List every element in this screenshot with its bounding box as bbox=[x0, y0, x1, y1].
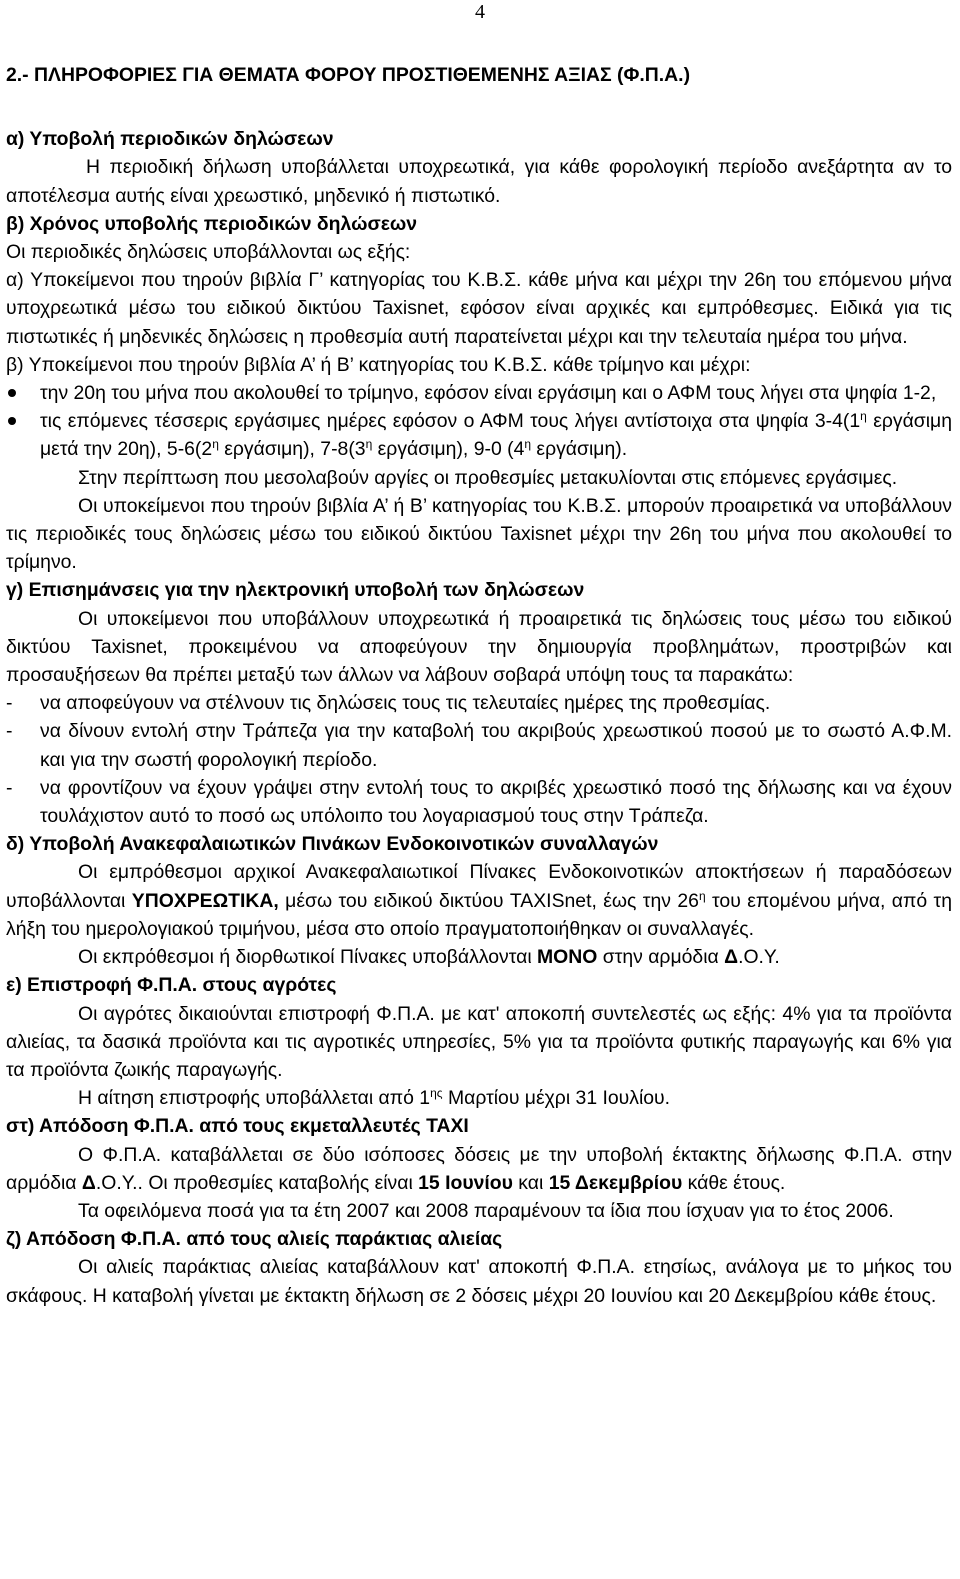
section-d-late-tables: Οι εκπρόθεσμοι ή διορθωτικοί Πίνακες υποβάλλονται ΜΟΝΟ στην αρμόδια Δ.Ο.Υ. bbox=[78, 946, 780, 969]
section-b-optional: Οι υποκείμενοι που τηρούν βιβλία Α’ ή Β’ κατηγορίας του Κ.Β.Σ. μπορούν προαιρετικά να υποβάλλουν τις περιοδικές τους δηλώσεις μέσω του ειδικού δικτύου Taxisnet μέχρι την 26η του μήνα που ακολουθεί το τρίμηνο. bbox=[6, 494, 952, 574]
section-st-heading: στ) Απόδοση Φ.Π.Α. από τους εκμεταλλευτές TAXI bbox=[6, 1115, 469, 1138]
section-a-paragraph: Η περιοδική δήλωση υποβάλλεται υποχρεωτικά, για κάθε φορολογική περίοδο ανεξάρτητα αν το αποτέλεσμα αυτής είναι χρεωστικό, μηδενικό ή πιστωτικό. bbox=[6, 156, 952, 207]
bullet-item: την 20η του μήνα που ακολουθεί το τρίμηνο, εφόσον είναι εργάσιμη και ο ΑΦΜ τους λήγει στα ψηφία 1-2, bbox=[6, 379, 952, 407]
document-title: 2.- ΠΛΗΡΟΦΟΡΙΕΣ ΓΙΑ ΘΕΜΑΤΑ ΦΟΡΟΥ ΠΡΟΣΤΙΘΕΜΕΝΗΣ ΑΞΙΑΣ (Φ.Π.Α.) bbox=[6, 64, 691, 86]
section-b-case-b: β) Υποκείμενοι που τηρούν βιβλία Α’ ή Β’ κατηγορίας του Κ.Β.Σ. κάθε τρίμηνο και μέχρι: bbox=[6, 353, 751, 376]
bullet-item: τις επόμενες τέσσερις εργάσιμες ημέρες εφόσον ο ΑΦΜ τους λήγει αντίστοιχα στα ψηφία $3-4(1^\eta$ εργάσιμη μετά την 20η), $5-6(2^\eta$ εργάσιμη), $7-8(3^\eta$ εργάσιμη), 9-0 ($4^\eta$ εργάσιμη). bbox=[6, 407, 952, 463]
section-c-heading: γ) Επισημάνσεις για την ηλεκτρονική υποβολή των δηλώσεων bbox=[6, 579, 585, 602]
section-st-amounts: Τα οφειλόμενα ποσά για τα έτη 2007 και 2008 παραμένουν τα ίδια που ίσχυαν για το έτος 2006. bbox=[78, 1199, 894, 1222]
section-b-holidays: Στην περίπτωση που μεσολαβούν αργίες οι προθεσμίες μετακυλίονται στις επόμενες εργάσιμες. bbox=[78, 466, 898, 489]
section-e-application: Η αίτηση επιστροφής υποβάλλεται από $1^{\eta\varsigma}$ Μαρτίου μέχρι 31 Ιουλίου. bbox=[78, 1086, 671, 1110]
section-e-heading: ε) Επιστροφή Φ.Π.Α. στους αγρότες bbox=[6, 974, 337, 997]
section-b-heading: β) Χρόνος υποβολής περιοδικών δηλώσεων bbox=[6, 212, 418, 235]
section-z-heading: ζ) Απόδοση Φ.Π.Α. από τους αλιείς παράκτιας αλιείας bbox=[6, 1228, 503, 1251]
dash-item: - να δίνουν εντολή στην Τράπεζα για την καταβολή του ακριβούς χρεωστικού ποσού με το σωστό Α.Φ.Μ. και για την σωστή φορολογική περίοδο. bbox=[6, 717, 952, 773]
section-st-paragraph: Ο Φ.Π.Α. καταβάλλεται σε δύο ισόποσες δόσεις με την υποβολή έκτακτης δήλωσης Φ.Π.Α. στην αρμόδια Δ.Ο.Υ.. Οι προθεσμίες καταβολής είναι 15 Ιουνίου και 15 Δεκεμβρίου κάθε έτους. bbox=[6, 1143, 952, 1194]
dash-mark: - bbox=[6, 720, 13, 743]
section-c-paragraph: Οι υποκείμενοι που υποβάλλουν υποχρεωτικά ή προαιρετικά τις δηλώσεις τους μέσω του ειδικού δικτύου Taxisnet, προκειμένου να αποφεύγουν την δημιουργία προβλημάτων, προστριβών και προσαυξήσεων θα πρέπει μεταξύ των άλλων να λάβουν σοβαρά υπόψη τους τα παρακάτω: bbox=[6, 607, 952, 687]
document-body bbox=[6, 61, 952, 1310]
section-d-paragraph: Οι εμπρόθεσμοι αρχικοί Ανακεφαλαιωτικοί Πίνακες Ενδοκοινοτικών αποκτήσεων ή παραδόσεων υποβάλλονται ΥΠΟΧΡΕΩΤΙΚΑ, μέσω του ειδικού δικτύου TAXISnet, έως την $26^\eta$ του επομένου μήνα, από τη λήξη του ημερολογιακού τριμήνου, μέσα στο οποίο πραγματοποιήθηκαν οι συναλλαγές. bbox=[6, 861, 952, 940]
section-d-heading: δ) Υποβολή Ανακεφαλαιωτικών Πινάκων Ενδοκοινοτικών συναλλαγών bbox=[6, 833, 659, 856]
dash-item: - να αποφεύγουν να στέλνουν τις δηλώσεις τους τις τελευταίες ημέρες της προθεσμίας. bbox=[6, 689, 952, 717]
section-b-intro: Οι περιοδικές δηλώσεις υποβάλλονται ως εξής: bbox=[6, 241, 411, 264]
section-b-case-a: α) Υποκείμενοι που τηρούν βιβλία Γ’ κατηγορίας του Κ.Β.Σ. κάθε μήνα και μέχρι την 26η του επόμενου μήνα υποχρεωτικά μέσω του ειδικού δικτύου Taxisnet, εφόσον είναι αρχικές και εμπρόθεσμες. Ειδικά για τις πιστωτικές ή μηδενικές δηλώσεις η προθεσμία αυτή παρατείνεται μέχρι και την τελευταία ημέρα του μήνα. bbox=[6, 269, 952, 348]
dash-item: - να φροντίζουν να έχουν γράψει στην εντολή τους το ακριβές χρεωστικό ποσό της δήλωσης και να έχουν τουλάχιστον αυτό το ποσό ως υπόλοιπο του λογαριασμού τους στην Τράπεζα. bbox=[6, 774, 952, 830]
dash-mark: - bbox=[6, 692, 13, 715]
section-a-heading: α) Υποβολή περιοδικών δηλώσεων bbox=[6, 128, 334, 151]
section-z-paragraph: Οι αλιείς παράκτιας αλιείας καταβάλλουν κατ' αποκοπή Φ.Π.Α. ετησίως, ανάλογα με το μήκος του σκάφους. Η καταβολή γίνεται με έκτακτη δήλωση σε 2 δόσεις μέχρι 20 Ιουνίου και 20 Δεκεμβρίου κάθε έτους. bbox=[6, 1256, 952, 1307]
section-e-paragraph: Οι αγρότες δικαιούνται επιστροφή Φ.Π.Α. με κατ' αποκοπή συντελεστές ως εξής: 4% για τα προϊόντα αλιείας, τα δασικά προϊόντα και τις αγροτικές υπηρεσίες, 5% για τα προϊόντα φυτικής παραγωγής και 6% για τα προϊόντα ζωικής παραγωγής. bbox=[6, 1002, 952, 1081]
dash-mark: - bbox=[6, 776, 13, 799]
page-number: 4 bbox=[475, 1, 485, 23]
